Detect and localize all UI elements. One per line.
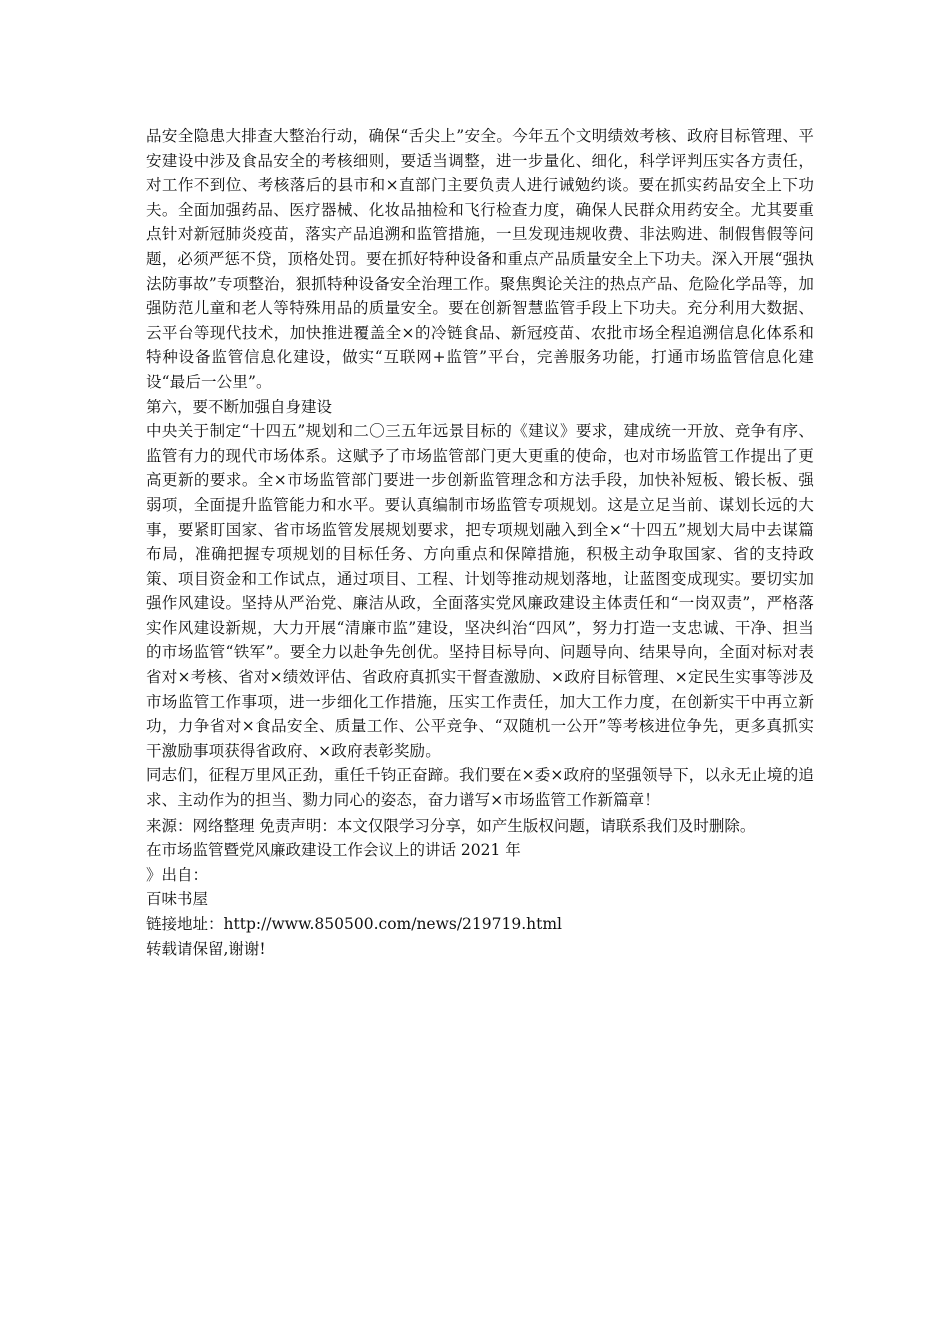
paragraph-self-building: 中央关于制定“十四五”规划和二〇三五年远景目标的《建议》要求，建成统一开放、竞争有序、监管有力的现代市场体系。这赋予了市场监管部门更大更重的使命，也对市场监管工作提出了更高更新的要求。全×市场监管部门要进一步创新监管理念和方法手段，加快补短板、锻长板、强弱项，全面提升监管能力和水平。要认真编制市场监管专项规划。这是立足当前、谋划长远的大事，要紧盯国家、省市场监管发展规划要求，把专项规划融入到全×“十四五”规划大局中去谋篇布局，准确把握专项规划的目标任务、方向重点和保障措施，积极主动争取国家、省的支持政策、项目资金和工作试点，通过项目、工程、计划等推动规划落地，让蓝图变成现实。要切实加强作风建设。坚持从严治党、廉洁从政，全面落实党风廉政建设主体责任和“一岗双责”，严格落实作风建设新规，大力开展“清廉市监”建设，坚决纠治“四风”，努力打造一支忠诚、干净、担当的市场监管“铁军”。要全力以赴争先创优。坚持目标导向、问题导向、结果导向，全面对标对表省对×考核、省对×绩效评估、省政府真抓实干督查激励、×政府目标管理、×定民生实事等涉及市场监管工作事项，进一步细化工作措施，压实工作责任，加大工作力度，在创新实干中再立新功，力争省对×食品安全、质量工作、公平竞争、“双随机一公开”等考核进位争先，更多真抓实干激励事项获得省政府、×政府表彰奖励。 xyxy=(146,422,814,760)
from-label: 》出自： xyxy=(146,865,209,884)
article-title-line: 在市场监管暨党风廉政建设工作会议上的讲话 2021 年 xyxy=(146,841,521,860)
repost-notice: 转载请保留,谢谢! xyxy=(146,939,266,958)
source-disclaimer: 来源：网络整理 免责声明：本文仅限学习分享，如产生版权问题，请联系我们及时删除。 xyxy=(146,816,756,835)
source-link[interactable]: 链接地址：http://www.850500.com/news/219719.html xyxy=(146,915,563,933)
section-heading: 第六，要不断加强自身建设 xyxy=(146,397,333,416)
paragraph-closing: 同志们，征程万里风正劲，重任千钧正奋蹄。我们要在×委×政府的坚强领导下，以永无止境的追求、主动作为的担当、勠力同心的姿态，奋力谱写×市场监管工作新篇章！ xyxy=(146,766,814,810)
document-body xyxy=(146,124,814,961)
paragraph-food-drug-safety: 品安全隐患大排查大整治行动，确保“舌尖上”安全。今年五个文明绩效考核、政府目标管理、平安建设中涉及食品安全的考核细则，要适当调整，进一步量化、细化，科学评判压实各方责任，对工作不到位、考核落后的县市和×直部门主要负责人进行诫勉约谈。要在抓实药品安全上下功夫。全面加强药品、医疗器械、化妆品抽检和飞行检查力度，确保人民群众用药安全。尤其要重点针对新冠肺炎疫苗，落实产品追溯和监管措施，一旦发现违规收费、非法购进、制假售假等问题，必须严惩不贷，顶格处罚。要在抓好特种设备和重点产品质量安全上下功夫。深入开展“强执法防事故”专项整治，狠抓特种设备安全治理工作。聚焦舆论关注的热点产品、危险化学品等，加强防范儿童和老人等特殊用品的质量安全。要在创新智慧监管手段上下功夫。充分利用大数据、云平台等现代技术，加快推进覆盖全×的冷链食品、新冠疫苗、农批市场全程追溯信息化体系和特种设备监管信息化建设，做实“互联网+监管”平台，完善服务功能，打通市场监管信息化建设“最后一公里”。 xyxy=(146,127,814,391)
site-name: 百味书屋 xyxy=(146,890,209,909)
